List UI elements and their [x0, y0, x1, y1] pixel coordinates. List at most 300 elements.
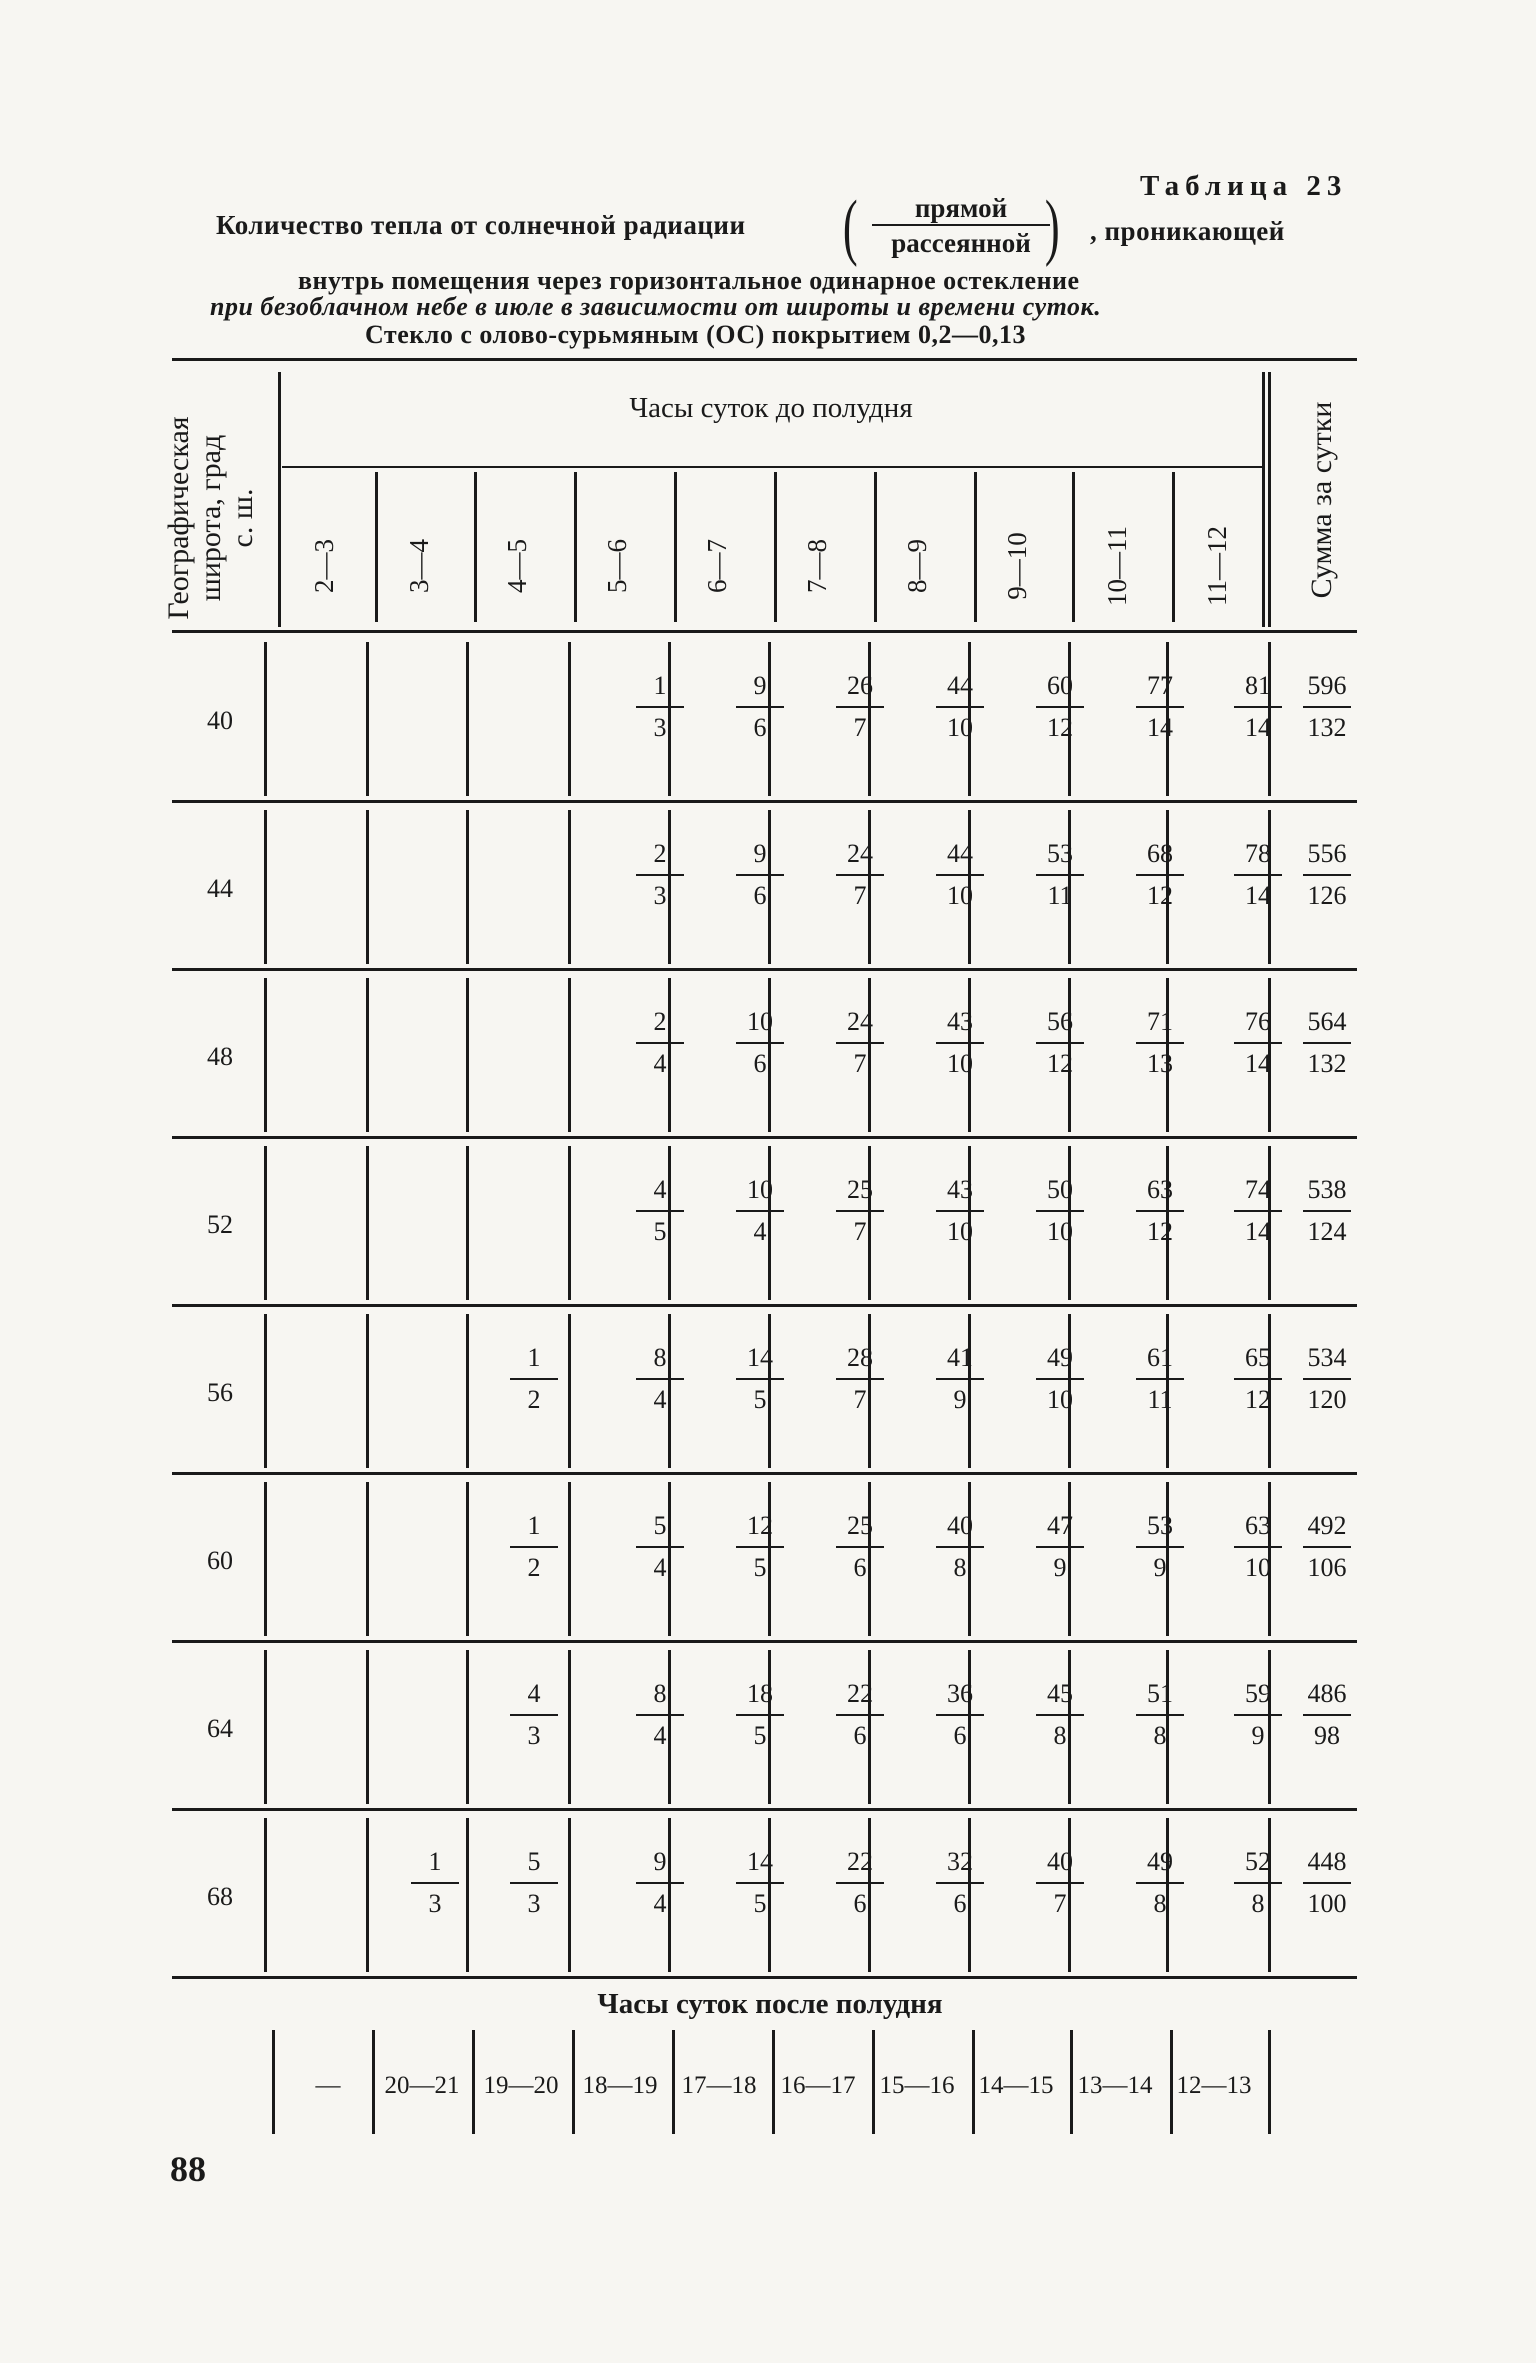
- sum-cell: [1297, 1510, 1357, 1584]
- fraction-bar: [1136, 1042, 1184, 1044]
- fraction-cell: [504, 1846, 564, 1920]
- diffuse-value: 8: [1251, 1889, 1265, 1918]
- fraction-cell: [730, 1678, 790, 1752]
- sum-cell: [1297, 1678, 1357, 1752]
- fraction-bar: [1234, 1210, 1282, 1212]
- fraction-cell: [504, 1510, 564, 1584]
- fraction-cell: [730, 1006, 790, 1080]
- row-column-divider: [466, 1146, 469, 1300]
- row-column-divider: [466, 642, 469, 796]
- hour-column-header: 8—9: [902, 539, 932, 593]
- diffuse-value: 4: [653, 1889, 667, 1918]
- row-separator: [172, 1808, 1357, 1811]
- row-separator: [172, 1640, 1357, 1643]
- sum-cell: [1297, 1846, 1357, 1920]
- caption-line-1-left: Количество тепла от солнечной радиации: [216, 210, 746, 240]
- fraction-cell: [730, 670, 790, 744]
- direct-value: 10: [747, 1007, 773, 1036]
- fraction-bar: [1234, 1378, 1282, 1380]
- table-top-border: [172, 358, 1357, 361]
- fraction-bar: [1036, 1210, 1084, 1212]
- diffuse-value: 5: [753, 1385, 767, 1414]
- sum-direct: 538: [1307, 1175, 1347, 1204]
- fraction-cell: [830, 838, 890, 912]
- diffuse-value: 14: [1245, 1217, 1271, 1246]
- diffuse-value: 12: [1047, 713, 1073, 742]
- direct-value: 41: [947, 1343, 973, 1372]
- fraction-bar: [936, 1882, 984, 1884]
- row-separator: [172, 800, 1357, 803]
- fraction-bar: [1136, 1546, 1184, 1548]
- hour-column-header: 10—11: [1102, 526, 1132, 606]
- direct-value: 71: [1147, 1007, 1173, 1036]
- diffuse-value: 10: [947, 713, 973, 742]
- fraction-bar: [636, 1714, 684, 1716]
- diffuse-value: 8: [1153, 1721, 1167, 1750]
- fraction-bar: [510, 1378, 558, 1380]
- sum-header: Сумма за сутки: [1305, 401, 1338, 599]
- fraction-bar: [636, 874, 684, 876]
- diffuse-value: 3: [653, 881, 667, 910]
- fraction-bar: [636, 1882, 684, 1884]
- sum-diffuse: 106: [1307, 1553, 1347, 1582]
- row-column-divider: [264, 642, 267, 796]
- header-column-divider: [1072, 472, 1075, 622]
- fraction-cell: [730, 1846, 790, 1920]
- direct-value: 78: [1245, 839, 1271, 868]
- direct-value: 25: [847, 1511, 873, 1540]
- diffuse-value: 12: [1047, 1049, 1073, 1078]
- fraction-cell: [1030, 1846, 1090, 1920]
- fraction-cell: [630, 670, 690, 744]
- fraction-cell: [930, 1678, 990, 1752]
- fraction-cell: [830, 1510, 890, 1584]
- diffuse-value: 2: [527, 1385, 541, 1414]
- diffuse-value: 9: [1053, 1553, 1067, 1582]
- diffuse-value: 8: [1053, 1721, 1067, 1750]
- fraction-bar: [736, 706, 784, 708]
- row-latitude: 44: [207, 874, 233, 903]
- header-column-divider: [474, 472, 477, 622]
- sum-direct: 448: [1307, 1847, 1347, 1876]
- direct-value: 18: [747, 1679, 773, 1708]
- fraction-cell: [1130, 1174, 1190, 1248]
- diffuse-value: 7: [853, 881, 867, 910]
- diffuse-value: 14: [1245, 1049, 1271, 1078]
- row-column-divider: [264, 1482, 267, 1636]
- sum-direct: 564: [1307, 1007, 1347, 1036]
- fraction-bar: [736, 1378, 784, 1380]
- fraction-bar: [411, 1882, 459, 1884]
- diffuse-value: 6: [753, 713, 767, 742]
- row-column-divider: [466, 1818, 469, 1972]
- diffuse-value: 5: [653, 1217, 667, 1246]
- fraction-bar: [510, 1546, 558, 1548]
- direct-value: 65: [1245, 1343, 1271, 1372]
- row-latitude: 48: [207, 1042, 233, 1071]
- fraction-bar: [1136, 874, 1184, 876]
- header-column-divider: [874, 472, 877, 622]
- fraction-bar: [1234, 1042, 1282, 1044]
- header-divider-sum: [1268, 372, 1271, 627]
- row-latitude: 64: [207, 1714, 233, 1743]
- diffuse-value: 12: [1245, 1385, 1271, 1414]
- hour-column-header: 4—5: [502, 539, 532, 593]
- fraction-cell: [830, 1846, 890, 1920]
- row-separator: [172, 968, 1357, 971]
- fraction-bar: [1303, 874, 1351, 876]
- caption-line-2: внутрь помещения через горизонтальное одинарное остекление: [298, 266, 1080, 295]
- fraction-cell: [1228, 1342, 1288, 1416]
- diffuse-value: 6: [853, 1721, 867, 1750]
- hours-after-noon-header: Часы суток после полудня: [597, 1988, 943, 2020]
- fraction-bar: [736, 1546, 784, 1548]
- diffuse-value: 12: [1147, 881, 1173, 910]
- sum-cell: [1297, 1006, 1357, 1080]
- row-column-divider: [366, 810, 369, 964]
- direct-value: 1: [527, 1511, 541, 1540]
- fraction-cell: [1130, 1510, 1190, 1584]
- caption-fraction-bottom: рассеянной: [891, 228, 1031, 258]
- direct-value: 49: [1047, 1343, 1073, 1372]
- row-latitude: 56: [207, 1378, 233, 1407]
- direct-value: 10: [747, 1175, 773, 1204]
- fraction-bar: [836, 1042, 884, 1044]
- header-divider-latitude: [278, 372, 281, 627]
- fraction-cell: [1228, 838, 1288, 912]
- fraction-cell: [930, 838, 990, 912]
- direct-value: 24: [847, 839, 873, 868]
- fraction-cell: [730, 1342, 790, 1416]
- fraction-cell: [1130, 670, 1190, 744]
- diffuse-value: 5: [753, 1721, 767, 1750]
- direct-value: 36: [947, 1679, 973, 1708]
- diffuse-value: 9: [1251, 1721, 1265, 1750]
- diffuse-value: 5: [753, 1553, 767, 1582]
- diffuse-value: 10: [947, 881, 973, 910]
- diffuse-value: 2: [527, 1553, 541, 1582]
- row-latitude: 60: [207, 1546, 233, 1575]
- fraction-cell: [1130, 1006, 1190, 1080]
- row-column-divider: [264, 1146, 267, 1300]
- direct-value: 45: [1047, 1679, 1073, 1708]
- sum-direct: 596: [1307, 671, 1347, 700]
- fraction-bar: [1303, 1882, 1351, 1884]
- fraction-cell: [830, 670, 890, 744]
- fraction-cell: [930, 1006, 990, 1080]
- latitude-header-line-1: Географическая: [162, 416, 195, 620]
- fraction-bar: [736, 1210, 784, 1212]
- fraction-cell: [630, 1006, 690, 1080]
- fraction-bar: [1303, 1546, 1351, 1548]
- row-column-divider: [366, 978, 369, 1132]
- diffuse-value: 10: [947, 1217, 973, 1246]
- fraction-cell: [730, 838, 790, 912]
- fraction-cell: [405, 1846, 465, 1920]
- fraction-cell: [930, 1846, 990, 1920]
- row-separator: [172, 1976, 1357, 1979]
- fraction-bar: [1234, 1546, 1282, 1548]
- diffuse-value: 7: [853, 713, 867, 742]
- fraction-cell: [1030, 838, 1090, 912]
- direct-value: 2: [653, 1007, 667, 1036]
- fraction-bar: [836, 1546, 884, 1548]
- fraction-cell: [1228, 1174, 1288, 1248]
- row-column-divider: [366, 1818, 369, 1972]
- direct-value: 74: [1245, 1175, 1271, 1204]
- fraction-cell: [1030, 1006, 1090, 1080]
- fraction-bar: [836, 1378, 884, 1380]
- sum-diffuse: 100: [1307, 1889, 1347, 1918]
- fraction-bar: [1036, 1714, 1084, 1716]
- fraction-cell: [1130, 838, 1190, 912]
- fraction-bar: [1234, 706, 1282, 708]
- diffuse-value: 13: [1147, 1049, 1173, 1078]
- direct-value: 32: [947, 1847, 973, 1876]
- row-column-divider: [366, 1482, 369, 1636]
- caption-fraction-top: прямой: [872, 192, 1050, 226]
- row-column-divider: [366, 1314, 369, 1468]
- row-column-divider: [264, 810, 267, 964]
- row-latitude: 68: [207, 1882, 233, 1911]
- fraction-cell: [504, 1678, 564, 1752]
- diffuse-value: 3: [527, 1721, 541, 1750]
- row-column-divider: [466, 978, 469, 1132]
- hours-header-underline: [282, 466, 1262, 468]
- diffuse-value: 10: [1245, 1553, 1271, 1582]
- fraction-bar: [936, 1546, 984, 1548]
- diffuse-value: 11: [1147, 1385, 1173, 1414]
- direct-value: 9: [753, 671, 767, 700]
- fraction-cell: [1130, 1846, 1190, 1920]
- fraction-cell: [730, 1510, 790, 1584]
- sum-diffuse: 126: [1307, 881, 1347, 910]
- fraction-bar: [1136, 706, 1184, 708]
- direct-value: 59: [1245, 1679, 1271, 1708]
- pm-hour-label: 17—18: [681, 2072, 757, 2099]
- fraction-cell: [1228, 1006, 1288, 1080]
- row-column-divider: [568, 642, 571, 796]
- fraction-cell: [630, 838, 690, 912]
- diffuse-value: 8: [1153, 1889, 1167, 1918]
- diffuse-value: 4: [653, 1385, 667, 1414]
- row-column-divider: [264, 978, 267, 1132]
- diffuse-value: 6: [753, 881, 767, 910]
- fraction-cell: [1030, 1342, 1090, 1416]
- direct-value: 81: [1245, 671, 1271, 700]
- direct-value: 26: [847, 671, 873, 700]
- row-latitude: 52: [207, 1210, 233, 1239]
- fraction-bar: [1303, 1210, 1351, 1212]
- fraction-bar: [736, 874, 784, 876]
- direct-value: 24: [847, 1007, 873, 1036]
- fraction-bar: [636, 1546, 684, 1548]
- fraction-bar: [836, 874, 884, 876]
- diffuse-value: 7: [853, 1049, 867, 1078]
- fraction-bar: [836, 1210, 884, 1212]
- direct-value: 51: [1147, 1679, 1173, 1708]
- fraction-cell: [930, 1174, 990, 1248]
- fraction-cell: [1228, 1678, 1288, 1752]
- fraction-bar: [636, 1210, 684, 1212]
- fraction-bar: [1136, 1882, 1184, 1884]
- fraction-cell: [930, 1510, 990, 1584]
- fraction-bar: [736, 1714, 784, 1716]
- fraction-cell: [630, 1342, 690, 1416]
- hour-column-header: 7—8: [802, 539, 832, 593]
- row-column-divider: [264, 1314, 267, 1468]
- fraction-bar: [1036, 1042, 1084, 1044]
- direct-value: 1: [527, 1343, 541, 1372]
- direct-value: 1: [428, 1847, 442, 1876]
- fraction-cell: [930, 670, 990, 744]
- row-column-divider: [568, 810, 571, 964]
- header-column-divider: [674, 472, 677, 622]
- pm-hour-label: 15—16: [879, 2072, 955, 2099]
- fraction-cell: [630, 1678, 690, 1752]
- direct-value: 76: [1245, 1007, 1271, 1036]
- direct-value: 40: [947, 1511, 973, 1540]
- pm-hour-label: 16—17: [780, 2072, 856, 2099]
- diffuse-value: 4: [653, 1721, 667, 1750]
- sum-cell: [1297, 1174, 1357, 1248]
- row-column-divider: [366, 642, 369, 796]
- direct-value: 2: [653, 839, 667, 868]
- row-separator: [172, 1472, 1357, 1475]
- fraction-bar: [1036, 706, 1084, 708]
- row-column-divider: [366, 1146, 369, 1300]
- fraction-cell: [1030, 1510, 1090, 1584]
- row-column-divider: [568, 1650, 571, 1804]
- diffuse-value: 14: [1147, 713, 1173, 742]
- row-column-divider: [466, 1650, 469, 1804]
- direct-value: 77: [1147, 671, 1173, 700]
- fraction-bar: [836, 706, 884, 708]
- fraction-bar: [736, 1882, 784, 1884]
- caption-line-4: Стекло с олово-сурьмяным (ОС) покрытием 0,2—0,13: [365, 320, 1026, 349]
- fraction-cell: [630, 1510, 690, 1584]
- fraction-bar: [636, 1042, 684, 1044]
- direct-value: 8: [653, 1679, 667, 1708]
- diffuse-value: 6: [753, 1049, 767, 1078]
- pm-hour-label: 19—20: [483, 2072, 559, 2099]
- direct-value: 5: [527, 1847, 541, 1876]
- caption-fraction: [872, 192, 1050, 258]
- direct-value: 63: [1245, 1511, 1271, 1540]
- header-column-divider: [574, 472, 577, 622]
- direct-value: 9: [653, 1847, 667, 1876]
- direct-value: 50: [1047, 1175, 1073, 1204]
- direct-value: 61: [1147, 1343, 1173, 1372]
- diffuse-value: 6: [853, 1889, 867, 1918]
- diffuse-value: 12: [1147, 1217, 1173, 1246]
- sum-direct: 556: [1307, 839, 1347, 868]
- row-column-divider: [568, 1482, 571, 1636]
- direct-value: 52: [1245, 1847, 1271, 1876]
- direct-value: 28: [847, 1343, 873, 1372]
- row-column-divider: [466, 1482, 469, 1636]
- fraction-bar: [1303, 1042, 1351, 1044]
- fraction-cell: [1228, 670, 1288, 744]
- direct-value: 14: [747, 1343, 773, 1372]
- row-separator: [172, 1136, 1357, 1139]
- latitude-header: [163, 403, 263, 633]
- pm-hour-label: 12—13: [1176, 2072, 1252, 2099]
- diffuse-value: 3: [527, 1889, 541, 1918]
- fraction-cell: [830, 1174, 890, 1248]
- direct-value: 4: [527, 1679, 541, 1708]
- row-column-divider: [466, 1314, 469, 1468]
- direct-value: 68: [1147, 839, 1173, 868]
- fraction-cell: [830, 1678, 890, 1752]
- direct-value: 5: [653, 1511, 667, 1540]
- fraction-bar: [1136, 1714, 1184, 1716]
- fraction-bar: [1036, 1378, 1084, 1380]
- fraction-bar: [1303, 706, 1351, 708]
- direct-value: 9: [753, 839, 767, 868]
- sum-diffuse: 132: [1307, 713, 1347, 742]
- direct-value: 47: [1047, 1511, 1073, 1540]
- fraction-bar: [1036, 1882, 1084, 1884]
- table-label: Таблица 23: [1140, 170, 1348, 202]
- hour-column-header: 9—10: [1002, 532, 1032, 600]
- direct-value: 4: [653, 1175, 667, 1204]
- header-column-divider: [974, 472, 977, 622]
- diffuse-value: 9: [1153, 1553, 1167, 1582]
- sum-direct: 486: [1307, 1679, 1347, 1708]
- diffuse-value: 7: [853, 1217, 867, 1246]
- fraction-cell: [1030, 670, 1090, 744]
- row-column-divider: [568, 1314, 571, 1468]
- sum-cell: [1297, 1342, 1357, 1416]
- row-column-divider: [264, 1650, 267, 1804]
- row-column-divider: [466, 810, 469, 964]
- pm-hour-label: 20—21: [384, 2072, 460, 2099]
- direct-value: 22: [847, 1679, 873, 1708]
- fraction-cell: [1228, 1846, 1288, 1920]
- pm-dash: —: [315, 2072, 341, 2099]
- row-column-divider: [568, 1818, 571, 1972]
- pm-column-divider: [272, 2030, 275, 2134]
- direct-value: 56: [1047, 1007, 1073, 1036]
- row-latitude: 40: [207, 706, 233, 735]
- sum-diffuse: 120: [1307, 1385, 1347, 1414]
- fraction-bar: [836, 1714, 884, 1716]
- header-divider-hours-end: [1262, 372, 1265, 627]
- direct-value: 1: [653, 671, 667, 700]
- fraction-bar: [1234, 1882, 1282, 1884]
- diffuse-value: 7: [1053, 1889, 1067, 1918]
- sum-direct: 534: [1307, 1343, 1347, 1372]
- hour-column-header: 2—3: [309, 539, 339, 593]
- sum-diffuse: 98: [1314, 1721, 1340, 1750]
- fraction-bar: [936, 1714, 984, 1716]
- diffuse-value: 5: [753, 1889, 767, 1918]
- fraction-cell: [630, 1174, 690, 1248]
- header-bottom-border: [172, 630, 1357, 633]
- fraction-bar: [1136, 1378, 1184, 1380]
- diffuse-value: 4: [753, 1217, 767, 1246]
- diffuse-value: 14: [1245, 881, 1271, 910]
- direct-value: 43: [947, 1175, 973, 1204]
- direct-value: 53: [1047, 839, 1073, 868]
- row-column-divider: [568, 978, 571, 1132]
- fraction-bar: [936, 1378, 984, 1380]
- fraction-bar: [1036, 1546, 1084, 1548]
- fraction-cell: [1228, 1510, 1288, 1584]
- row-column-divider: [366, 1650, 369, 1804]
- fraction-bar: [936, 874, 984, 876]
